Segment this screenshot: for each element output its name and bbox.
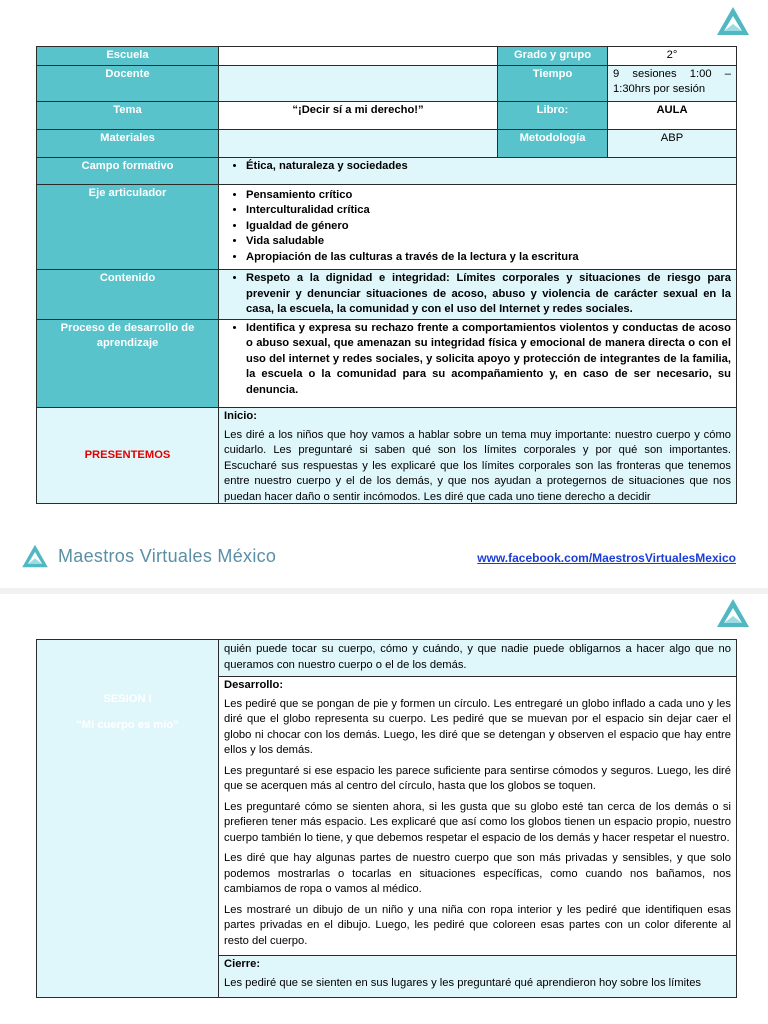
tiempo-value: 9 sesiones 1:00 – 1:30hrs por sesión xyxy=(608,65,737,101)
row-tema xyxy=(37,101,737,129)
desarrollo-paragraph: Les diré que hay algunas partes de nuestro cuerpo que son más privadas y sensibles, y que solo podemos mostrarlas o tocarlas en situaciones específicas, como cuando nos bañamos, nos cambiamos de ropa o vamos al médico. xyxy=(224,852,731,895)
eje-label: Eje articulador xyxy=(37,184,219,270)
cierre-heading: Cierre: xyxy=(224,958,261,970)
inicio-heading: Inicio: xyxy=(224,410,257,422)
escuela-value xyxy=(219,47,498,66)
metodologia-label: Metodología xyxy=(498,129,608,157)
presentemos-cell xyxy=(37,408,219,504)
desarrollo-cell xyxy=(219,677,737,956)
desarrollo-paragraph: Les mostraré un dibujo de un niño y una niña con ropa interior y les pediré que identifiquen esas partes privadas en el dibujo. Luego, les pediré que coloreen esas partes con un color diferente al resto del cuerpo. xyxy=(224,903,731,947)
footer-brand xyxy=(20,544,276,568)
cierre-text: Les pediré que se sienten en sus lugares y les preguntaré qué aprendieron hoy sobre los límites xyxy=(224,976,702,989)
row-materiales xyxy=(37,129,737,157)
proceso-label: Proceso de desarrollo de aprendizaje xyxy=(37,319,219,408)
docente-value xyxy=(219,65,498,101)
session-cell xyxy=(37,640,219,998)
tema-value: “¡Decir sí a mi derecho!” xyxy=(219,101,498,129)
contenido-label: Contenido xyxy=(37,270,219,320)
row-campo xyxy=(37,157,737,184)
grado-value: 2° xyxy=(608,47,737,66)
desarrollo-paragraph: Les pediré que se pongan de pie y formen un círculo. Les entregaré un globo inflado a cada uno y les diré que el globo representa su cuerpo. Les pediré que se muevan por el espacio sin dejar caer el globo ni chocar con los demás. Luego, les diré que se detengan y observen el espacio que hay entre ellos y los demás. xyxy=(224,697,731,756)
row-docente xyxy=(37,65,737,101)
triangle-logo-icon xyxy=(716,6,750,36)
contenido-value xyxy=(219,270,737,320)
tiempo-label: Tiempo xyxy=(498,65,608,101)
metodologia-value: ABP xyxy=(608,129,737,157)
row-eje xyxy=(37,184,737,270)
session-label: SESION I xyxy=(103,693,152,705)
materiales-value xyxy=(219,129,498,157)
facebook-link[interactable]: www.facebook.com/MaestrosVirtualesMexico xyxy=(477,551,736,565)
triangle-logo-icon xyxy=(716,598,750,628)
grado-label: Grado y grupo xyxy=(498,47,608,66)
session-title: “Mi cuerpo es mío” xyxy=(76,718,179,731)
libro-value: AULA xyxy=(608,101,737,129)
proceso-value xyxy=(219,319,737,408)
eje-item: • Igualdad de género xyxy=(246,219,731,235)
escuela-label: Escuela xyxy=(37,47,219,66)
continuation-text: quién puede tocar su cuerpo, cómo y cuándo, y que nadie puede obligarnos a hacer algo que no queramos con nuestro cuerpo o el de los demás. xyxy=(224,643,731,671)
row-sesion xyxy=(37,640,737,677)
tema-label: Tema xyxy=(37,101,219,129)
row-contenido xyxy=(37,270,737,320)
plan-table-1 xyxy=(36,46,737,504)
proceso-item: • Identifica y expresa su rechazo frente a comportamientos violentos y conductas de acoso o abuso sexual, que amenazan su integridad física y emocional de manera directa o con el uso del internet y redes sociales, y solicita apoyo y protección de integrantes de la familia, la escuela o la comunidad para su acompañamiento y, en caso de ser necesario, su denuncia. xyxy=(246,321,731,399)
row-escuela xyxy=(37,47,737,66)
continuation-cell xyxy=(219,640,737,677)
eje-item: • Apropiación de las culturas a través de la lectura y la escritura xyxy=(246,250,731,266)
plan-table-2 xyxy=(36,639,737,998)
desarrollo-heading: Desarrollo: xyxy=(224,679,284,691)
eje-item: • Pensamiento crítico xyxy=(246,188,731,204)
campo-item: • Ética, naturaleza y sociedades xyxy=(246,159,731,175)
inicio-cell xyxy=(219,408,737,504)
desarrollo-paragraph: Les preguntaré cómo se sienten ahora, si les gusta que su globo esté tan cerca de los demás o si prefieren tener más espacio. Les explicaré que así como los globos tienen un espacio propio, nuestro cuerpo también lo tiene, y que debemos respetar el espacio de los demás y hacer respetar el nuestro. xyxy=(224,800,731,844)
docente-label: Docente xyxy=(37,65,219,101)
eje-value xyxy=(219,184,737,270)
presentemos-label: PRESENTEMOS xyxy=(84,448,171,461)
footer-brand-text: Maestros Virtuales México xyxy=(58,545,277,566)
row-presentemos xyxy=(37,408,737,504)
document-page-2 xyxy=(0,594,768,1024)
inicio-text: Les diré a los niños que hoy vamos a hablar sobre un tema muy importante: nuestro cuerpo y cómo cuidarlo. Les preguntaré si saben qué son los límites corporales y por qué son importantes. Escucharé sus respuestas y les explicaré que los límites corporales son las fronteras que tenemos entre nuestro cuerpo y el de los demás, y que nos ayudan a protegernos de situaciones que nos puedan hacer daño o sentir incómodos. Les diré que cada uno tiene derecho a decidir xyxy=(224,428,731,502)
campo-value xyxy=(219,157,737,184)
cierre-cell xyxy=(219,956,737,998)
triangle-logo-icon xyxy=(20,544,50,568)
contenido-item: • Respeto a la dignidad e integridad: Límites corporales y situaciones de riesgo para prevenir y denunciar situaciones de acoso, abuso y violencia de carácter sexual en la casa, la escuela, la comunidad y con el uso del Internet y redes sociales. xyxy=(246,271,731,318)
materiales-label: Materiales xyxy=(37,129,219,157)
libro-label: Libro: xyxy=(498,101,608,129)
row-proceso xyxy=(37,319,737,408)
campo-label: Campo formativo xyxy=(37,157,219,184)
desarrollo-paragraph: Les preguntaré si ese espacio les parece suficiente para sentirse cómodos y seguros. Luego, les diré que se acerquen más al centro del círculo, hasta que los globos se toquen. xyxy=(224,764,731,792)
eje-item: • Vida saludable xyxy=(246,234,731,250)
eje-item: • Interculturalidad crítica xyxy=(246,203,731,219)
